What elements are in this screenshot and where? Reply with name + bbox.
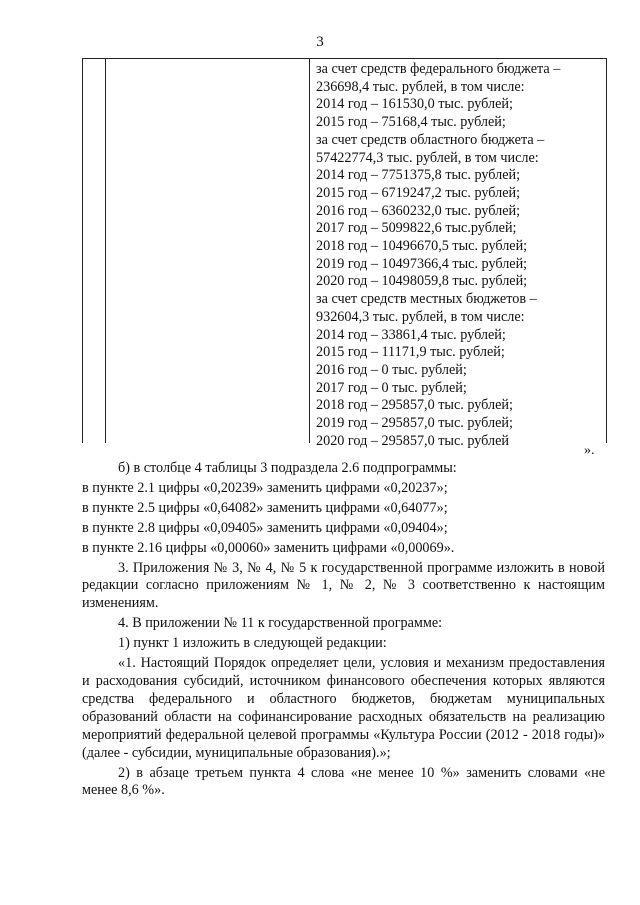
table-line: за счет средств федерального бюджета –	[316, 61, 561, 77]
table-line: 2015 год – 6719247,2 тыс. рублей;	[316, 184, 521, 201]
paragraph-4-quote: «1. Настоящий Порядок определяет цели, условия и механизм предоставления и расходования субсидий, источником финансового обеспечения которых являются средства федерального и областного бюджетов, бюджетам муниципальных образований области на софинансирование расходных обязательств на реализацию мероприятий федеральной целевой программы «Культура России (2012 - 2018 годы)» (далее - субсидии, муниципальные образования).»;	[82, 655, 605, 761]
table-line: 2014 год – 33861,4 тыс. рублей;	[316, 326, 506, 343]
amendment-b-intro: б) в столбце 4 таблицы 3 подраздела 2.6 подпрограммы:	[118, 460, 457, 476]
table-line: 2019 год – 10497366,4 тыс. рублей;	[316, 255, 528, 272]
amendment-item: в пункте 2.16 цифры «0,00060» заменить цифрами «0,00069».	[82, 539, 455, 556]
table-line: 57422774,3 тыс. рублей, в том числе:	[316, 149, 539, 166]
table-line: 932604,3 тыс. рублей, в том числе:	[316, 308, 525, 325]
table-line: 2018 год – 295857,0 тыс. рублей;	[316, 397, 513, 414]
table-line: 2018 год – 10496670,5 тыс. рублей;	[316, 238, 528, 255]
table-line: 2015 год – 11171,9 тыс. рублей;	[316, 344, 505, 361]
table-line: 2014 год – 7751375,8 тыс. рублей;	[316, 167, 521, 184]
table-line: 2016 год – 6360232,0 тыс. рублей;	[316, 202, 521, 219]
funding-table	[82, 58, 607, 449]
funding-cell	[316, 61, 604, 450]
table-line: 2019 год – 295857,0 тыс. рублей;	[316, 415, 513, 432]
table-line: 2016 год – 0 тыс. рублей;	[316, 361, 467, 378]
amendment-item: в пункте 2.5 цифры «0,64082» заменить цифрами «0,64077»;	[82, 499, 448, 516]
table-line: 2020 год – 10498059,8 тыс. рублей;	[316, 273, 528, 290]
paragraph-4: 4. В приложении № 11 к государственной программе:	[118, 615, 443, 632]
table-line: за счет средств областного бюджета –	[316, 131, 545, 148]
table-column-divider	[105, 59, 106, 443]
table-line: 2020 год – 295857,0 тыс. рублей	[316, 432, 509, 449]
paragraph-4-item-1: 1) пункт 1 изложить в следующей редакции:	[118, 635, 387, 652]
closing-quote: ».	[584, 443, 595, 458]
paragraph-3: 3. Приложения № 3, № 4, № 5 к государственной программе изложить в новой редакции согласно приложениям № 1, № 2, № 3 соответственно к настоящим изменениям.	[82, 559, 605, 612]
page-number: 3	[316, 34, 324, 50]
table-line: за счет средств местных бюджетов –	[316, 291, 537, 308]
paragraph-4-item-2: 2) в абзаце третьем пункта 4 слова «не менее 10 %» заменить словами «не менее 8,6 %».	[82, 764, 605, 799]
table-line: 2017 год – 0 тыс. рублей;	[316, 379, 467, 396]
amendment-item: в пункте 2.1 цифры «0,20239» заменить цифрами «0,20237»;	[82, 479, 448, 496]
amendments-text	[82, 460, 605, 800]
table-column-divider	[309, 59, 310, 443]
amendment-item: в пункте 2.8 цифры «0,09405» заменить цифрами «0,09404»;	[82, 519, 448, 536]
table-line: 2015 год – 75168,4 тыс. рублей;	[316, 114, 506, 131]
table-line: 2017 год – 5099822,6 тыс.рублей;	[316, 220, 517, 237]
table-line: 2014 год – 161530,0 тыс. рублей;	[316, 96, 513, 113]
table-line: 236698,4 тыс. рублей, в том числе:	[316, 78, 525, 95]
